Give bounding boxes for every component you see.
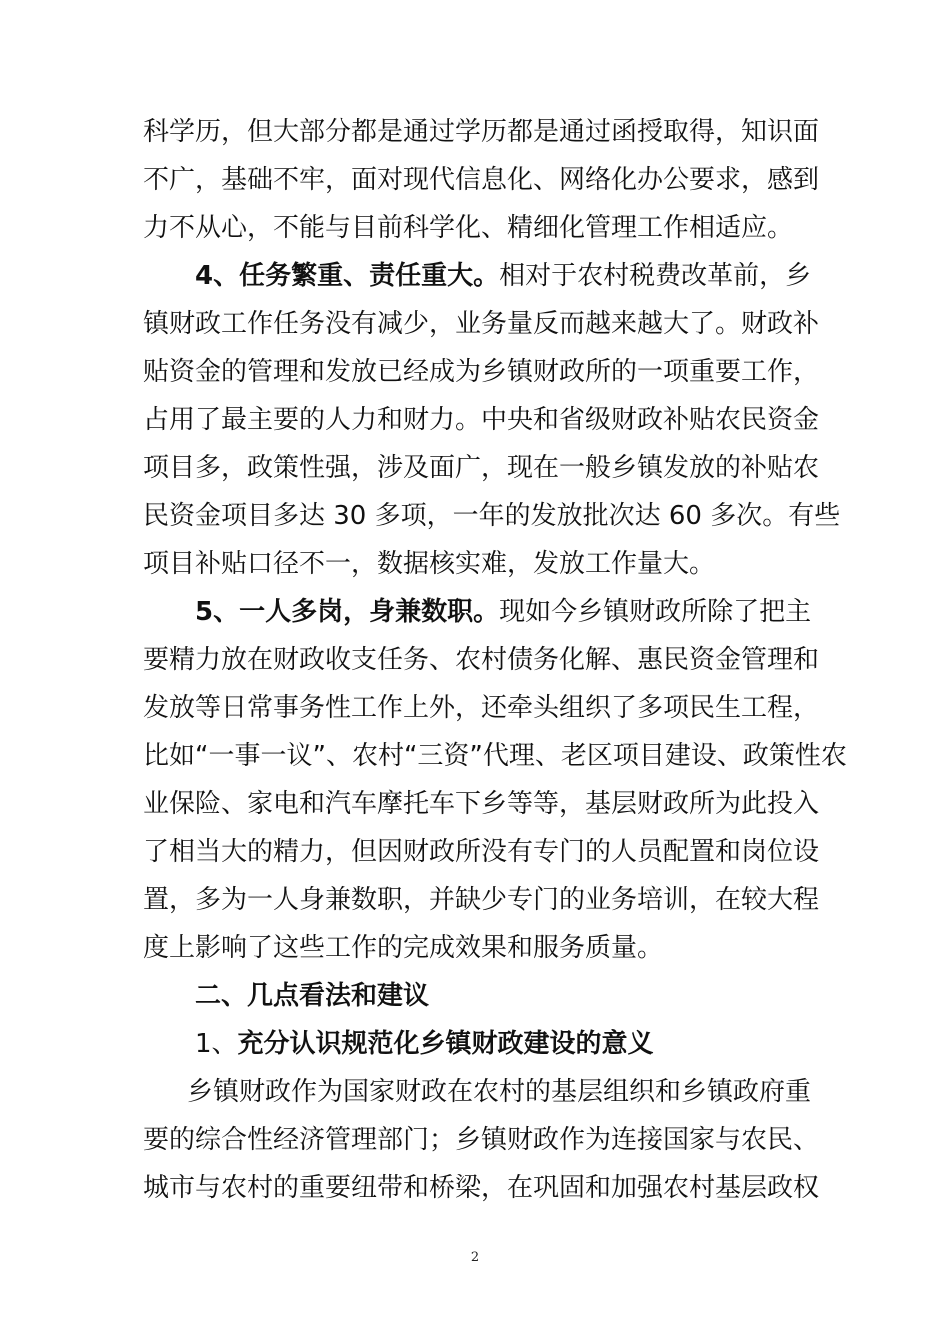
- text-line: 占用了最主要的人力和财力。中央和省级财政补贴农民资金: [143, 405, 820, 435]
- text-line: 民资金项目多达 30 多项，一年的发放批次达 60 多次。有些: [143, 501, 841, 531]
- item-heading-4: 4、任务繁重、责任重大。: [195, 261, 500, 291]
- text-line: 镇财政工作任务没有减少，业务量反而越来越大了。财政补: [143, 309, 820, 339]
- text-line: 度上影响了这些工作的完成效果和服务质量。: [143, 933, 664, 963]
- text-line: 城市与农村的重要纽带和桥梁，在巩固和加强农村基层政权: [143, 1173, 820, 1203]
- text-run: 现如今乡镇财政所除了把主: [499, 597, 812, 627]
- text-line: 发放等日常事务性工作上外，还牵头组织了多项民生工程，: [143, 693, 820, 723]
- page-number: 2: [470, 1250, 480, 1265]
- text-line: 项目多，政策性强，涉及面广，现在一般乡镇发放的补贴农: [143, 453, 820, 483]
- text-line: 科学历，但大部分都是通过学历都是通过函授取得，知识面: [143, 117, 820, 147]
- text-line: 项目补贴口径不一，数据核实难，发放工作量大。: [143, 549, 716, 579]
- paragraph-first-line: [143, 588, 823, 636]
- text-line: 力不从心，不能与目前科学化、精细化管理工作相适应。: [143, 213, 794, 243]
- text-line: 不广，基础不牢，面对现代信息化、网络化办公要求，感到: [143, 165, 820, 195]
- item-heading-5: 5、一人多岗，身兼数职。: [195, 597, 500, 627]
- text-line: 了相当大的精力，但因财政所没有专门的人员配置和岗位设: [143, 837, 820, 867]
- text-run: 相对于农村税费改革前，乡: [499, 261, 812, 291]
- text-line: 要精力放在财政收支任务、农村债务化解、惠民资金管理和: [143, 645, 820, 675]
- text-line: 要的综合性经济管理部门；乡镇财政作为连接国家与农民、: [143, 1125, 820, 1155]
- paragraph-first-line: [143, 252, 823, 300]
- text-line: 比如“一事一议”、农村“三资”代理、老区项目建设、政策性农: [143, 741, 847, 771]
- paragraph-first-line: 乡镇财政作为国家财政在农村的基层组织和乡镇政府重: [187, 1077, 812, 1107]
- body-text: [143, 108, 847, 1212]
- sub-heading-number: 1、: [195, 1029, 238, 1059]
- section-heading: 二、几点看法和建议: [195, 981, 430, 1011]
- sub-heading-text: 充分认识规范化乡镇财政建设的意义: [237, 1029, 654, 1059]
- text-line: 置，多为一人身兼数职，并缺少专门的业务培训，在较大程: [143, 885, 820, 915]
- text-line: 业保险、家电和汽车摩托车下乡等等，基层财政所为此投入: [143, 789, 820, 819]
- sub-heading: [143, 1020, 823, 1068]
- text-line: 贴资金的管理和发放已经成为乡镇财政所的一项重要工作，: [143, 357, 820, 387]
